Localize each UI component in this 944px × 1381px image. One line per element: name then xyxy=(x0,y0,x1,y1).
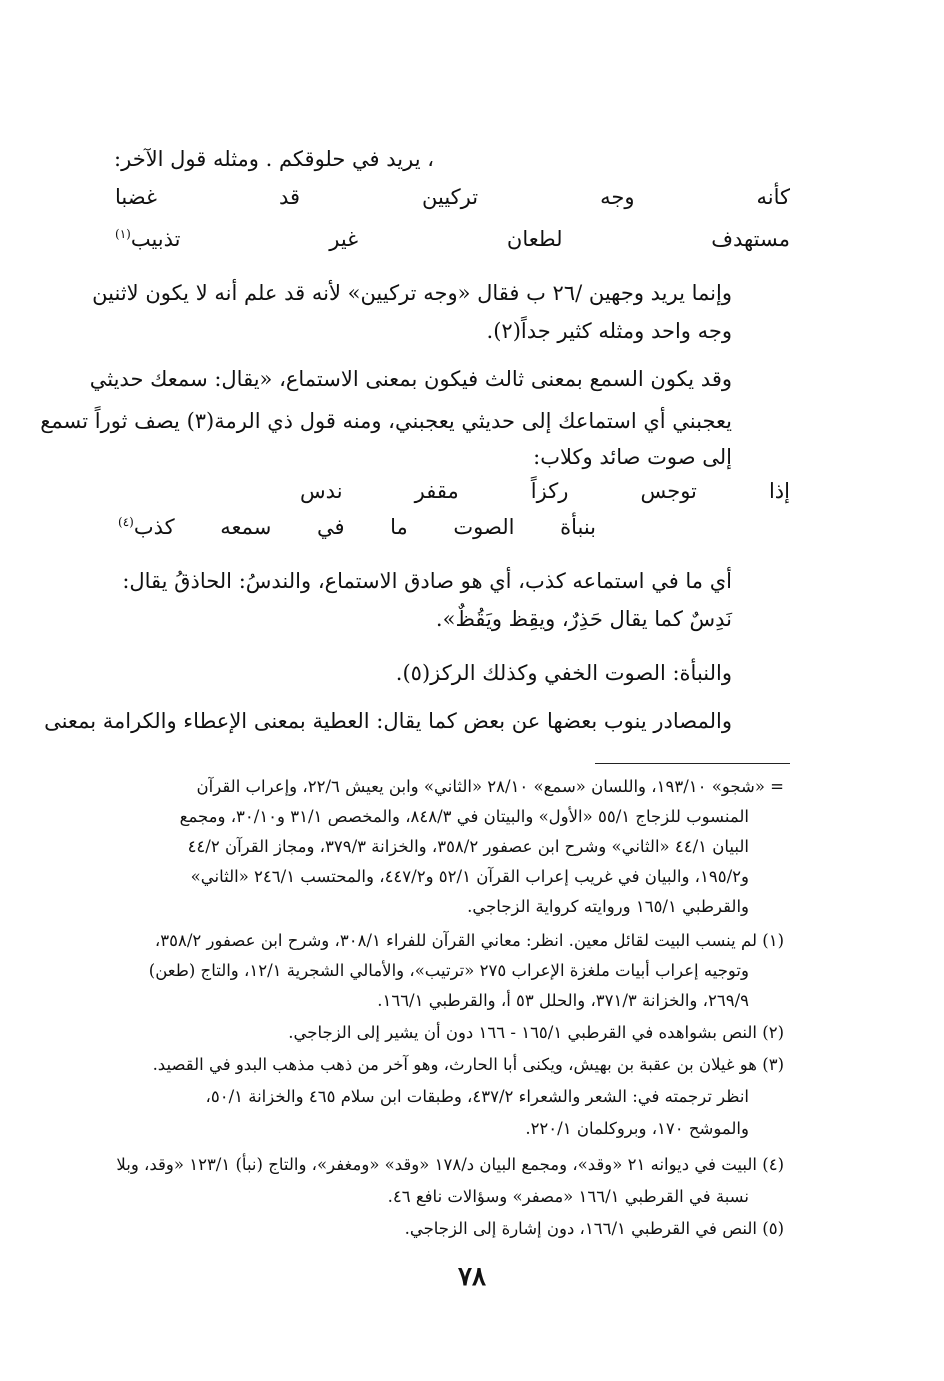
verse2-line2 xyxy=(118,510,596,544)
para3-line1: أي ما في استماعه كذب، أي هو صادق الاستماع، والندسُ: الحاذقُ يقال: xyxy=(122,569,732,593)
verse-word: غير xyxy=(329,227,359,251)
para2-line2: يعجبني أي استماعك إلى حديثي يعجبني، ومنه قول ذي الرمة(٣) يصف ثوراً تسمع xyxy=(40,409,732,433)
verse-word xyxy=(115,222,181,256)
fn-continued-line4: و١٩٥/٢، والبيان في غريب إعراب القرآن ٥٢/١ و٤٤٧/٢، والمحتسب ٢٤٦/١ «الثاني» xyxy=(190,867,749,886)
verse-word: غضبا xyxy=(115,185,157,209)
verse1-line2 xyxy=(115,222,790,256)
fn-continued-line1: = «شجو» ١٩٣/١٠، واللسان «سمع» ٢٨/١٠ «الثاني» وابن يعيش ٢٢/٦، وإعراب القرآن xyxy=(196,777,784,796)
verse-word: قد xyxy=(278,185,301,209)
fn3-line3: والموشح ١٧٠، وبروكلمان ٢٢٠/١. xyxy=(525,1119,749,1138)
verse-word-text: تذبيب xyxy=(130,227,181,251)
para5-line: والمصادر ينوب بعضها عن بعض كما يقال: العطية بمعنى الإعطاء والكرامة بمعنى xyxy=(44,709,732,733)
fn-continued-line2: المنسوب للزجاج ٥٥/١ «الأول» والبيتان في ٨٤٨/٣، والمخصص ٣١/١ و٣٠/١٠، ومجمع xyxy=(179,807,749,826)
verse-word: بنبأة xyxy=(560,515,596,539)
verse-word: إذا xyxy=(768,479,790,503)
page-number: ٧٨ xyxy=(458,1262,486,1292)
verse-word: كأنه xyxy=(756,185,790,209)
fn-continued-line3: البيان ٤٤/١ «الثاني» وشرح ابن عصفور ٣٥٨/٢، والخزانة ٣٧٩/٣، ومجاز القرآن ٤٤/٢ xyxy=(187,837,749,856)
para1-line2: وجه واحد ومثله كثير جداً(٢). xyxy=(486,319,732,343)
verse-word: مستهدف xyxy=(711,227,790,251)
footnote-ref: (٤) xyxy=(118,515,134,529)
verse-word: توجس xyxy=(640,479,697,503)
verse-word: لطعان xyxy=(506,227,563,251)
para2-line1: وقد يكون السمع بمعنى ثالث فيكون بمعنى الاستماع، «يقال: سمعك حديثي xyxy=(89,367,732,391)
para3-line2: نَدِسٌ كما يقال حَذِرٌ، ويقِظ ويَقُظٌ». xyxy=(435,607,732,631)
verse-word-text: كذب xyxy=(133,515,175,539)
fn4-line2: نسبة في القرطبي ١٦٦/١ «مصفر» وسؤالات نافع ٤٦. xyxy=(387,1187,749,1206)
fn4-line1: (٤) البيت في ديوانه ٢١ «وقد»، ومجمع البيان د/١٧٨ «وقد» «ومغفر»، والتاج (نبأ) ١٢٣/١ «وقد، وبلا xyxy=(116,1155,784,1174)
verse-word: الصوت xyxy=(453,515,515,539)
verse-word: ما xyxy=(390,515,408,539)
fn3-line2: انظر ترجمته في: الشعر والشعراء ٤٣٧/٢، وطبقات ابن سلام ٤٦٥ والخزانة ٥٠/١، xyxy=(205,1087,749,1106)
para1-line1: وإنما يريد وجهين /٢٦ ب فقال «وجه تركيين» لأنه قد علم أنه لا يكون لاثنين xyxy=(92,281,732,305)
verse-word xyxy=(118,510,175,544)
footnote-separator xyxy=(595,763,790,764)
footnote-ref: (١) xyxy=(115,227,131,241)
fn1-line1: (١) لم ينسب البيت لقائل معين. انظر: معاني القرآن للفراء ٣٠٨/١، وشرح ابن عصفور ٣٥٨/٢، xyxy=(154,931,784,950)
verse-word: مقفر xyxy=(414,479,459,503)
verse-word: وجه xyxy=(600,185,635,209)
fn5-line: (٥) النص في القرطبي ١٦٦/١، دون إشارة إلى الزجاجي. xyxy=(404,1219,784,1238)
fn2-line: (٢) النص بشواهده في القرطبي ١٦٥/١ - ١٦٦ دون أن يشير إلى الزجاجي. xyxy=(288,1023,784,1042)
verse-word: ركزاً xyxy=(530,479,569,503)
para2-line3: إلى صوت صائد وكلاب: xyxy=(533,445,732,469)
verse1-line1 xyxy=(115,180,790,214)
verse-word: في xyxy=(316,515,345,539)
para4-line: والنبأة: الصوت الخفي وكذلك الركز(٥). xyxy=(395,661,732,685)
verse-word: تركيين xyxy=(422,185,479,209)
fn-continued-line5: والقرطبي ١٦٥/١ وروايته كرواية الزجاجي. xyxy=(467,897,749,916)
verse-word: سمعه xyxy=(220,515,272,539)
fn1-line3: ٢٦٩/٩، والخزانة ٣٧١/٣، والحلل ٥٣ أ، والقرطبي ١٦٦/١. xyxy=(377,991,749,1010)
verse2-line1 xyxy=(300,474,790,508)
fn1-line2: وتوجيه إعراب أبيات ملغزة الإعراب ٢٧٥ «ترتيب»، والأمالي الشجرية ١٢/١، والتاج (طعن) xyxy=(148,961,749,980)
fn3-line1: (٣) هو غيلان بن عقبة بن بهيش، ويكنى أبا الحارث، وهو آخر من ذهب مذهب البدو في القصيد. xyxy=(152,1055,784,1074)
verse-word: ندس xyxy=(300,479,343,503)
intro-line: ، يريد في حلوقكم . ومثله قول الآخر: xyxy=(114,147,434,171)
